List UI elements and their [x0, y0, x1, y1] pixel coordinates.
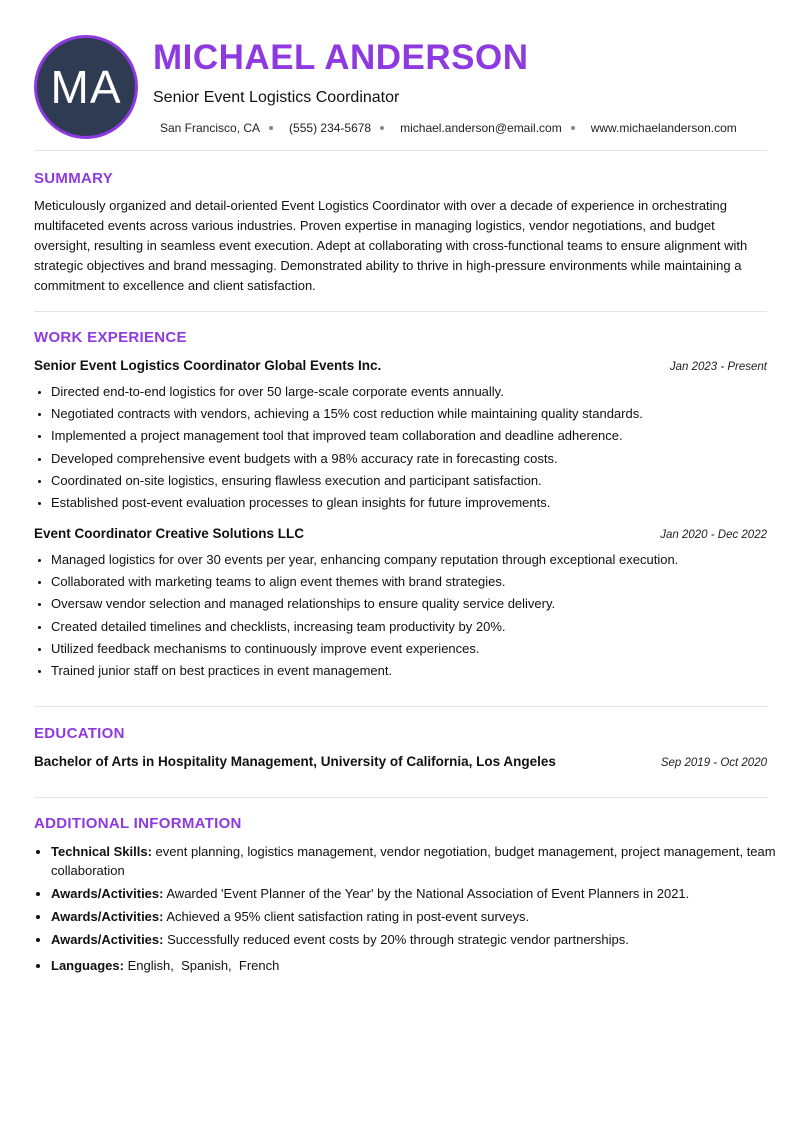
avatar: MA — [34, 35, 138, 139]
info-text: Achieved a 95% client satisfaction rating in post-event surveys. — [166, 909, 530, 924]
job-header — [34, 526, 767, 541]
list-item: • Utilized feedback mechanisms to continuously improve event experiences. — [51, 638, 784, 660]
separator-dot — [380, 126, 384, 130]
contact-website[interactable]: www.michaelanderson.com — [590, 121, 737, 135]
job-title: Event Coordinator Creative Solutions LLC — [34, 526, 305, 541]
additional-info-list — [34, 842, 784, 979]
list-item: • Implemented a project management tool that improved team collaboration and deadline adherence. — [51, 425, 784, 447]
list-item: • Developed comprehensive event budgets with a 98% accuracy rate in forecasting costs. — [51, 448, 784, 470]
list-item: • Directed end-to-end logistics for over 50 large-scale corporate events annually. — [51, 381, 784, 403]
contact-phone: (555) 234-5678 — [289, 121, 372, 135]
list-item — [51, 842, 784, 880]
education-row — [34, 754, 767, 769]
list-item: • Oversaw vendor selection and managed relationships to ensure quality service delivery. — [51, 593, 784, 615]
job-header — [34, 358, 767, 373]
divider — [34, 311, 767, 312]
job-dates: Jan 2023 - Present — [669, 361, 767, 373]
education-degree: Bachelor of Arts in Hospitality Management, University of California, Los Angeles — [34, 754, 556, 769]
list-item: • Trained junior staff on best practices in event management. — [51, 660, 784, 682]
list-item — [51, 884, 784, 903]
list-item: • Coordinated on-site logistics, ensuring flawless execution and participant satisfaction. — [51, 470, 784, 492]
info-text: English, Spanish, French — [127, 958, 280, 973]
education-heading: EDUCATION — [34, 725, 125, 742]
job-bullets — [34, 381, 784, 514]
summary-heading: SUMMARY — [34, 170, 114, 187]
job-bullets — [34, 549, 784, 682]
work-experience-heading: WORK EXPERIENCE — [34, 329, 187, 346]
candidate-role: Senior Event Logistics Coordinator — [153, 89, 400, 106]
list-item — [51, 930, 784, 949]
info-label: Languages: — [51, 958, 124, 973]
additional-info-heading: ADDITIONAL INFORMATION — [34, 815, 242, 832]
divider — [34, 797, 767, 798]
job-dates: Jan 2020 - Dec 2022 — [660, 529, 767, 541]
info-label: Awards/Activities: — [51, 886, 164, 901]
info-label: Technical Skills: — [51, 844, 152, 859]
divider — [34, 706, 767, 707]
contact-email[interactable]: michael.anderson@email.com — [400, 121, 562, 135]
summary-text: Meticulously organized and detail-oriented Event Logistics Coordinator with over a decade of experience in orchestrating multifaceted events across various industries. Proven expertise in managing logistics, vendor negotiations, and budget oversight, resulting in seamless event execution. Adept at collaborating with cross-functional teams to ensure alignment with strategic objectives and brand messaging. Demonstrated ability to thrive in high-pressure environments while maintaining a commitment to excellence and client satisfaction. — [34, 198, 748, 293]
info-text: event planning, logistics management, vendor negotiation, budget management, project management, team collaboration — [51, 844, 776, 878]
info-text: Successfully reduced event costs by 20% through strategic vendor partnerships. — [167, 932, 629, 947]
separator-dot — [269, 126, 273, 130]
list-item: • Managed logistics for over 30 events per year, enhancing company reputation through exceptional execution. — [51, 549, 784, 571]
info-label: Awards/Activities: — [51, 932, 164, 947]
contact-location: San Francisco, CA — [160, 121, 261, 135]
job-title: Senior Event Logistics Coordinator Global Events Inc. — [34, 358, 382, 373]
separator-dot — [571, 126, 575, 130]
list-item: • Established post-event evaluation processes to glean insights for future improvements. — [51, 492, 784, 514]
education-dates: Sep 2019 - Oct 2020 — [660, 757, 767, 769]
info-text: Awarded 'Event Planner of the Year' by the National Association of Event Planners in 2021. — [166, 886, 690, 901]
list-item — [51, 907, 784, 926]
list-item: • Collaborated with marketing teams to align event themes with brand strategies. — [51, 571, 784, 593]
divider — [34, 150, 767, 151]
contact-line — [160, 121, 737, 135]
candidate-name: MICHAEL ANDERSON — [153, 38, 529, 77]
list-item — [51, 956, 784, 975]
info-label: Awards/Activities: — [51, 909, 164, 924]
list-item: • Created detailed timelines and checklists, increasing team productivity by 20%. — [51, 616, 784, 638]
list-item: • Negotiated contracts with vendors, achieving a 15% cost reduction while maintaining quality standards. — [51, 403, 784, 425]
